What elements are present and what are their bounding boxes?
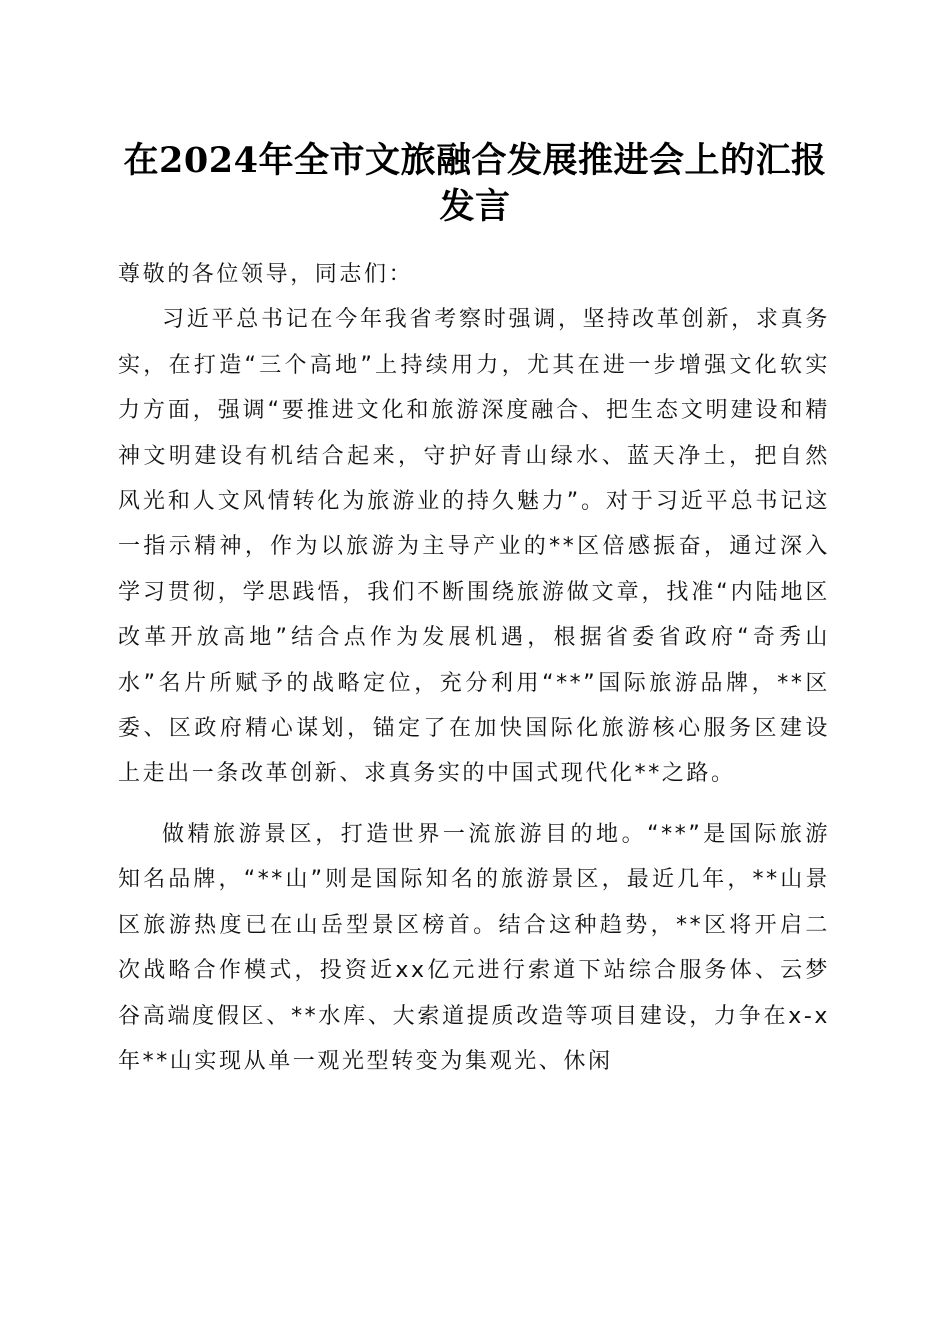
paragraph-1: 习近平总书记在今年我省考察时强调，坚持改革创新，求真务实，在打造“三个高地”上持续用力，尤其在进一步增强文化软实力方面，强调“要推进文化和旅游深度融合、把生态文明建设和精神文明建设有机结合起来，守护好青山绿水、蓝天净土，把自然风光和人文风情转化为旅游业的持久魅力”。对于习近平总书记这一指示精神，作为以旅游为主导产业的**区倍感振奋，通过深入学习贯彻，学思践悟，我们不断围绕旅游做文章，找准“内陆地区改革开放高地”结合点作为发展机遇，根据省委省政府“奇秀山水”名片所赋予的战略定位，充分利用“**”国际旅游品牌，**区委、区政府精心谋划，锚定了在加快国际化旅游核心服务区建设上走出一条改革创新、求真务实的中国式现代化**之路。 [118,307,830,787]
document-body [118,252,830,1084]
salutation: 尊敬的各位领导，同志们： [118,262,414,287]
document-title: 在2024年全市文旅融合发展推进会上的汇报发言 [123,140,827,227]
paragraph-2: 做精旅游景区，打造世界一流旅游目的地。“**”是国际旅游知名品牌，“**山”则是国际知名的旅游景区，最近几年，**山景区旅游热度已在山岳型景区榜首。结合这种趋势，**区将开启二次战略合作模式，投资近xx亿元进行索道下站综合服务体、云梦谷高端度假区、**水库、大索道提质改造等项目建设，力争在x-x年**山实现从单一观光型转变为集观光、休闲 [118,821,830,1074]
